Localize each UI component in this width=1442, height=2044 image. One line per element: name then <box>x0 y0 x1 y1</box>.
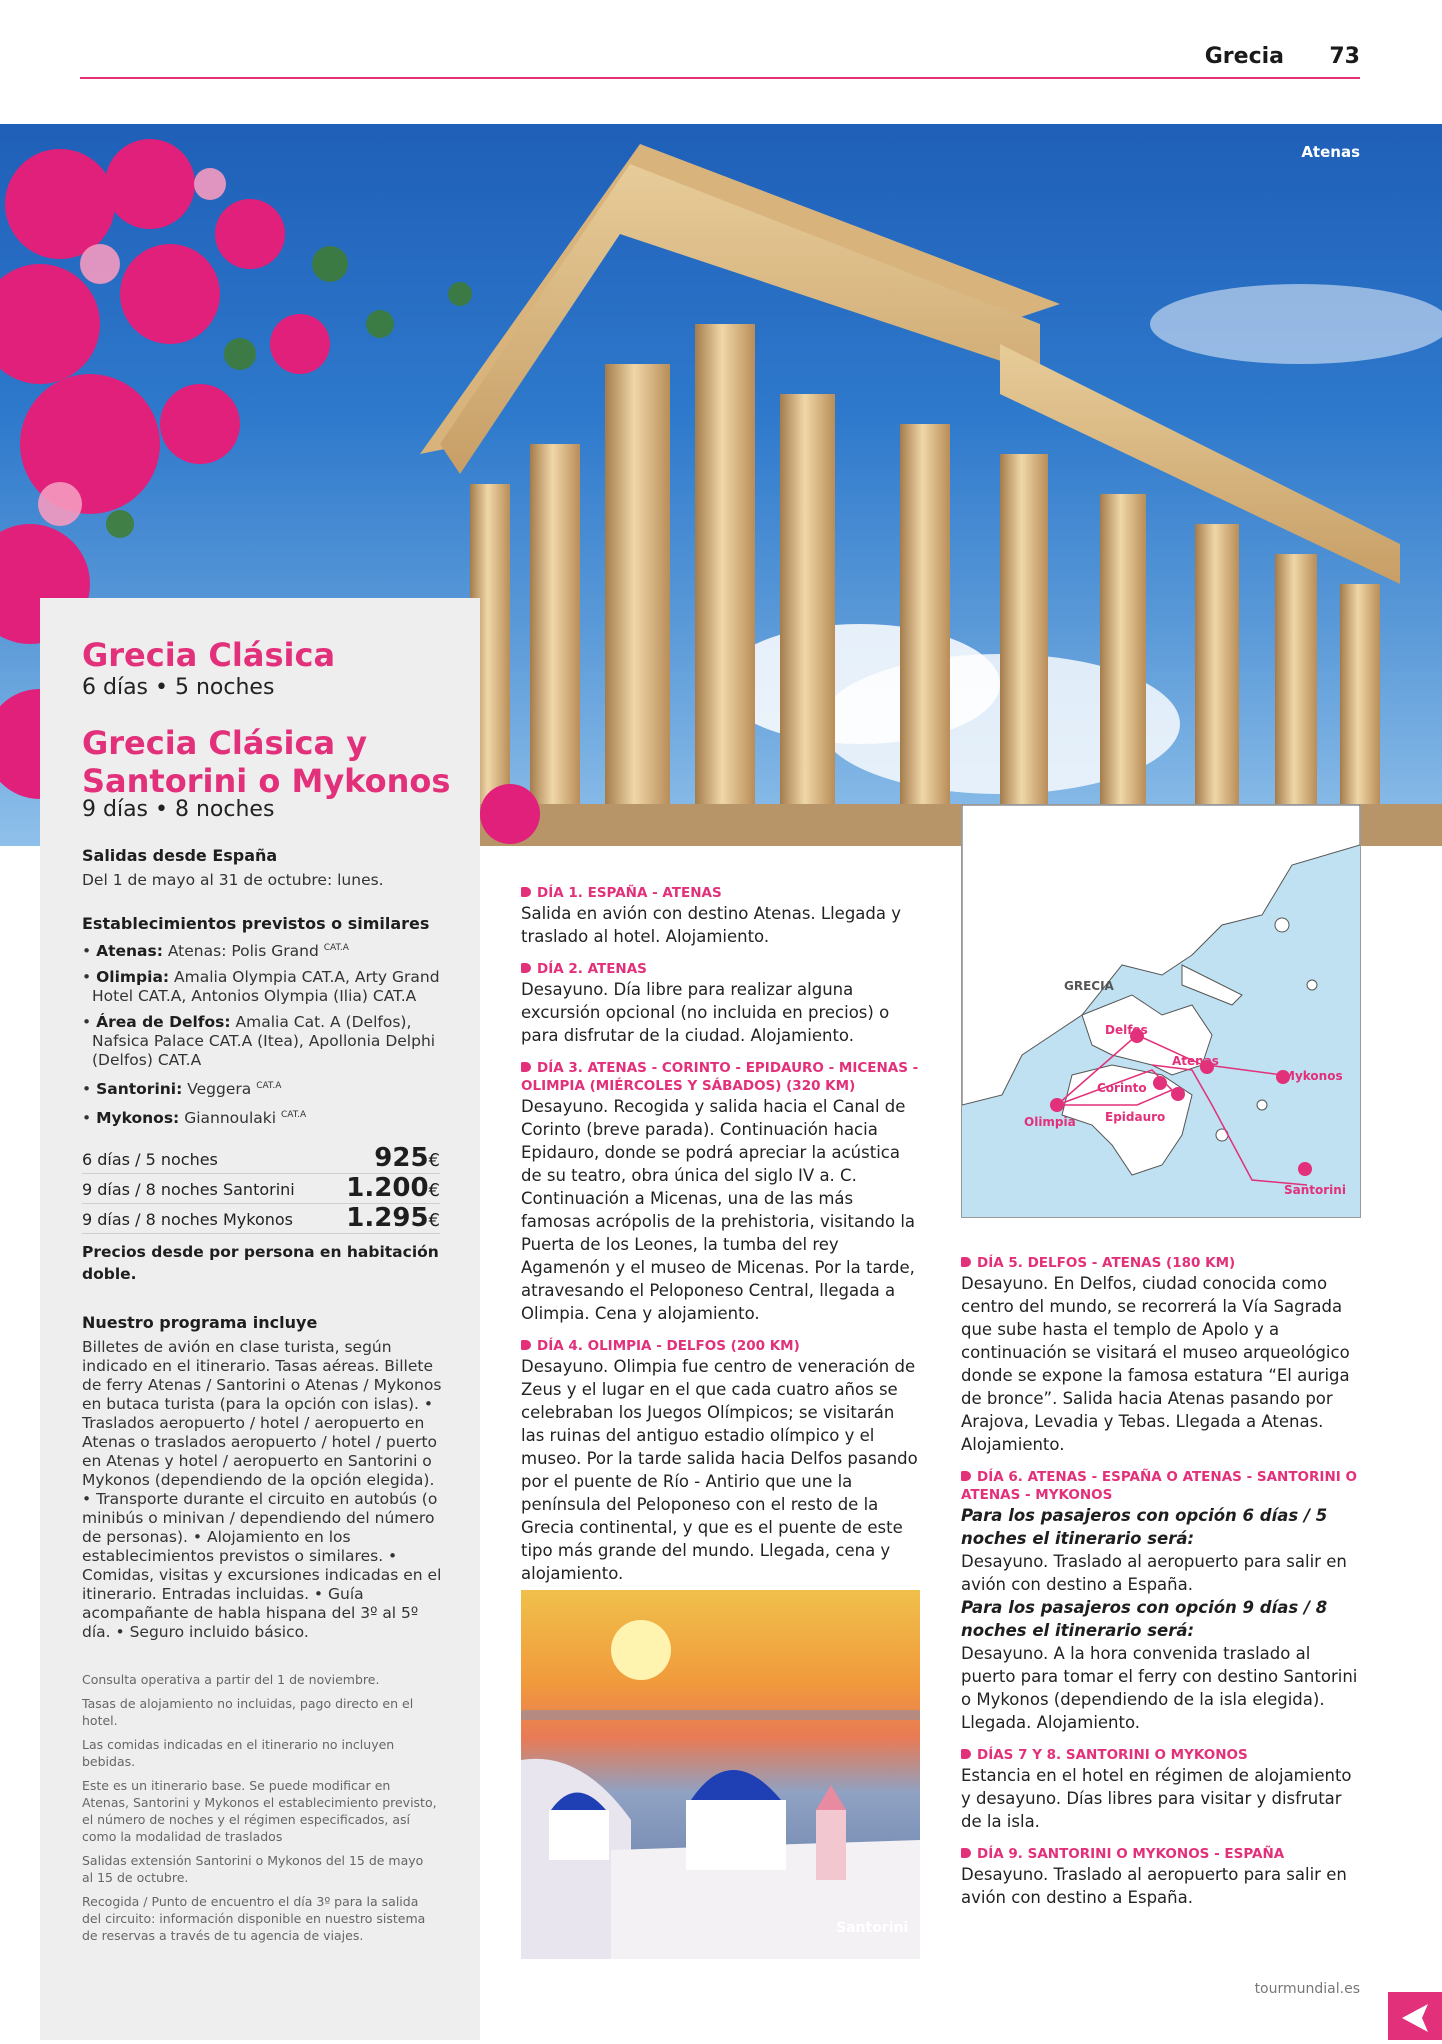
map-city-label: Santorini <box>1284 1183 1346 1197</box>
establishments-list <box>82 939 442 1135</box>
note: Tasas de alojamiento no incluidas, pago directo en el hotel. <box>82 1696 414 1728</box>
departures-title: Salidas desde España <box>82 846 278 865</box>
footer-url[interactable]: tourmundial.es <box>1254 1981 1360 1997</box>
notes-block <box>82 1671 438 1944</box>
tour-duration-1: 6 días • 5 noches <box>82 675 275 700</box>
currency: € <box>428 1210 440 1231</box>
map-city-label: Delfos <box>1105 1023 1148 1037</box>
establishment-text: Veggera <box>182 1080 252 1099</box>
day-heading: DÍA 1. ESPAÑA - ATENAS <box>521 884 921 902</box>
hero-caption: Atenas <box>1301 143 1360 161</box>
price-amount: 1.200 <box>346 1173 429 1203</box>
day-heading: DÍA 9. SANTORINI O MYKONOS - ESPAÑA <box>961 1845 1359 1863</box>
day-text: Desayuno. Olimpia fue centro de veneración de Zeus y el lugar en el que cada cuatro años se celebraban los Juegos Olímpicos; se visitarán las ruinas del antiguo estadio olímpico y el museo. Por la tarde salida hacia Delfos pasando por el puente de Río - Antirio que une la península del Peloponeso con el resto de la Grecia continental, y que es el puente de este tipo más grande del mundo. Llegada, cena y alojamiento. <box>521 1357 918 1583</box>
section-title: Grecia <box>1204 44 1284 69</box>
establishment-item: • Mykonos: Giannoulaki $^{CAT.A}$ <box>82 1109 307 1128</box>
note: Recogida / Punto de encuentro el día 3º para la salida del circuito: información disponible en nuestro sistema de reservas a través de tu agencia de viajes. <box>82 1894 426 1943</box>
category-badge: CAT.A <box>281 1110 307 1121</box>
map-city-label: Epidauro <box>1105 1110 1166 1124</box>
currency: € <box>428 1150 440 1171</box>
santorini-photo <box>521 1590 920 1959</box>
price-row <box>82 1145 440 1174</box>
establishment-place: Olimpia: <box>96 968 170 987</box>
page-number: 73 <box>1329 44 1360 69</box>
tour-title-1: Grecia Clásica <box>82 636 336 674</box>
map-city-label: Corinto <box>1097 1081 1147 1095</box>
establishment-place: Mykonos: <box>96 1109 180 1128</box>
tour-duration-2: 9 días • 8 noches <box>82 797 275 822</box>
note: Salidas extensión Santorini o Mykonos del 15 de mayo al 15 de octubre. <box>82 1853 424 1885</box>
day-text: Desayuno. Recogida y salida hacia el Canal de Corinto (breve parada). Continuación hacia Epidauro, donde se podrá apreciar la acústica de su teatro, obra única del siglo IV a. C. Continuación a Micenas, una de las más famosas acrópolis de la prehistoria, visitando la Puerta de los Leones, la tumba del rey Agamenón y el museo de Micenas. Por la tarde, atravesando el Peloponeso Central, llegada a Olimpia. Cena y alojamiento. <box>521 1097 916 1323</box>
establishment-item: • Santorini: Veggera $^{CAT.A}$ <box>82 1080 282 1099</box>
day-text: Desayuno. Día libre para realizar alguna excursión opcional (no incluida en precios) o para disfrutar de la ciudad. Alojamiento. <box>521 980 890 1045</box>
santorini-caption: Santorini <box>836 1920 909 1936</box>
map-country-label: GRECIA <box>1064 979 1114 993</box>
map-city-label: Olimpia <box>1024 1115 1076 1129</box>
currency: € <box>428 1180 440 1201</box>
day-text: Estancia en el hotel en régimen de alojamiento y desayuno. Días libres para visitar y disfrutar de la isla. <box>961 1766 1352 1831</box>
back-arrow-button[interactable] <box>1388 1992 1442 2040</box>
option-heading: Para los pasajeros con opción 6 días / 5 noches el itinerario será: <box>961 1506 1328 1548</box>
includes-text: Billetes de avión en clase turista, según indicado en el itinerario. Tasas aéreas. Billete de ferry Atenas / Santorini o Atenas / Mykonos en butaca turista (para la opción con islas). • Traslados aeropuerto / hotel / aeropuerto en Atenas o traslados aeropuerto / hotel / puerto en Atenas y hotel / aeropuerto en Santorini o Mykonos (dependiendo de la opción elegida). • Transporte durante el circuito en autobús (o minibús o minivan / dependiendo del número de personas). • Alojamiento en los establecimientos previstos o similares. • Comidas, visitas y excursiones indicadas en el itinerario. Entradas incluidas. • Guía acompañante de habla hispana del 3º al 5º día. • Seguro incluido básico. <box>82 1338 442 1641</box>
day-heading: DÍA 2. ATENAS <box>521 960 921 978</box>
establishment-text: Atenas: Polis Grand <box>162 942 319 961</box>
header-rule <box>80 77 1360 79</box>
establishment-item: • Atenas: Atenas: Polis Grand $^{CAT.A}$ <box>82 942 349 961</box>
price-value <box>346 1203 440 1233</box>
day-text: Desayuno. A la hora convenida traslado al puerto para tomar el ferry con destino Santorini o Mykonos (dependiendo de la isla elegida). Llegada. Alojamiento. <box>961 1644 1358 1732</box>
establishment-item: • Olimpia: Amalia Olympia CAT.A, Arty Grand Hotel CAT.A, Antonios Olympia (Ilia) CAT.A <box>82 968 440 1006</box>
day-heading: DÍA 3. ATENAS - CORINTO - EPIDAURO - MICENAS - OLIMPIA (MIÉRCOLES Y SÁBADOS) (320 KM) <box>521 1059 921 1095</box>
includes-title: Nuestro programa incluye <box>82 1313 318 1332</box>
establishment-place: Área de Delfos: <box>96 1013 231 1032</box>
price-label: 6 días / 5 noches <box>82 1150 218 1169</box>
day-heading: DÍA 6. ATENAS - ESPAÑA O ATENAS - SANTORINI O ATENAS - MYKONOS <box>961 1468 1359 1504</box>
price-label: 9 días / 8 noches Mykonos <box>82 1210 293 1229</box>
note: Consulta operativa a partir del 1 de noviembre. <box>82 1672 380 1687</box>
map-city-label: Mykonos <box>1283 1069 1343 1083</box>
establishment-item: • Área de Delfos: Amalia Cat. A (Delfos), Nafsica Palace CAT.A (Itea), Apollonia Delphi (Delfos) CAT.A <box>82 1013 436 1070</box>
itinerary-column-2 <box>961 1254 1359 1909</box>
option-heading: Para los pasajeros con opción 9 días / 8 noches el itinerario será: <box>961 1598 1328 1640</box>
day-heading: DÍAS 7 Y 8. SANTORINI O MYKONOS <box>961 1746 1359 1764</box>
note: Las comidas indicadas en el itinerario no incluyen bebidas. <box>82 1737 395 1769</box>
price-value <box>346 1173 440 1203</box>
santorini-illustration <box>521 1590 920 1959</box>
tour-title-2: Grecia Clásica y Santorini o Mykonos <box>82 724 451 800</box>
price-amount: 925 <box>374 1143 429 1173</box>
price-note: Precios desde por persona en habitación doble. <box>82 1243 439 1283</box>
note: Este es un itinerario base. Se puede modificar en Atenas, Santorini y Mykonos el establecimiento previsto, el número de noches y el régimen especificados, así como la modalidad de traslados <box>82 1778 437 1844</box>
day-heading: DÍA 5. DELFOS - ATENAS (180 KM) <box>961 1254 1359 1272</box>
departures-text: Del 1 de mayo al 31 de octubre: lunes. <box>82 871 384 889</box>
price-value <box>374 1143 440 1173</box>
establishment-text: Amalia Cat. A (Delfos), Nafsica Palace CAT.A (Itea), Apollonia Delphi (Delfos) CAT.A <box>92 1013 436 1070</box>
establishment-place: Santorini: <box>96 1080 183 1099</box>
establishment-text: Amalia Olympia CAT.A, Arty Grand Hotel CAT.A, Antonios Olympia (Ilia) CAT.A <box>92 968 440 1006</box>
day-text: Desayuno. Traslado al aeropuerto para salir en avión con destino a España. <box>961 1552 1347 1594</box>
day-text: Salida en avión con destino Atenas. Llegada y traslado al hotel. Alojamiento. <box>521 904 902 946</box>
establishment-place: Atenas: <box>96 942 163 961</box>
establishment-text: Giannoulaki <box>179 1109 277 1128</box>
category-badge: CAT.A <box>323 943 349 953</box>
day-text: Desayuno. En Delfos, ciudad conocida como centro del mundo, se recorrerá la Vía Sagrada que sube hasta el templo de Apolo y a continuación se visitará el museo arqueológico donde se expone la famosa estatura “El auriga de bronce”. Salida hacia Atenas pasando por Arajova, Levadia y Tebas. Llegada a Atenas. Alojamiento. <box>961 1274 1350 1454</box>
arrow-left-icon <box>1388 1992 1442 2040</box>
price-label: 9 días / 8 noches Santorini <box>82 1180 295 1199</box>
price-row <box>82 1175 440 1204</box>
price-amount: 1.295 <box>346 1203 429 1233</box>
itinerary-column-1 <box>521 884 921 1585</box>
establishments-title: Establecimientos previstos o similares <box>82 914 430 933</box>
price-row <box>82 1205 440 1234</box>
day-heading: DÍA 4. OLIMPIA - DELFOS (200 KM) <box>521 1337 921 1355</box>
route-map <box>961 804 1361 1218</box>
map-city-label: Atenas <box>1172 1054 1219 1068</box>
day-text: Desayuno. Traslado al aeropuerto para salir en avión con destino a España. <box>961 1865 1347 1907</box>
category-badge: CAT.A <box>256 1081 282 1092</box>
greece-map <box>962 805 1360 1217</box>
